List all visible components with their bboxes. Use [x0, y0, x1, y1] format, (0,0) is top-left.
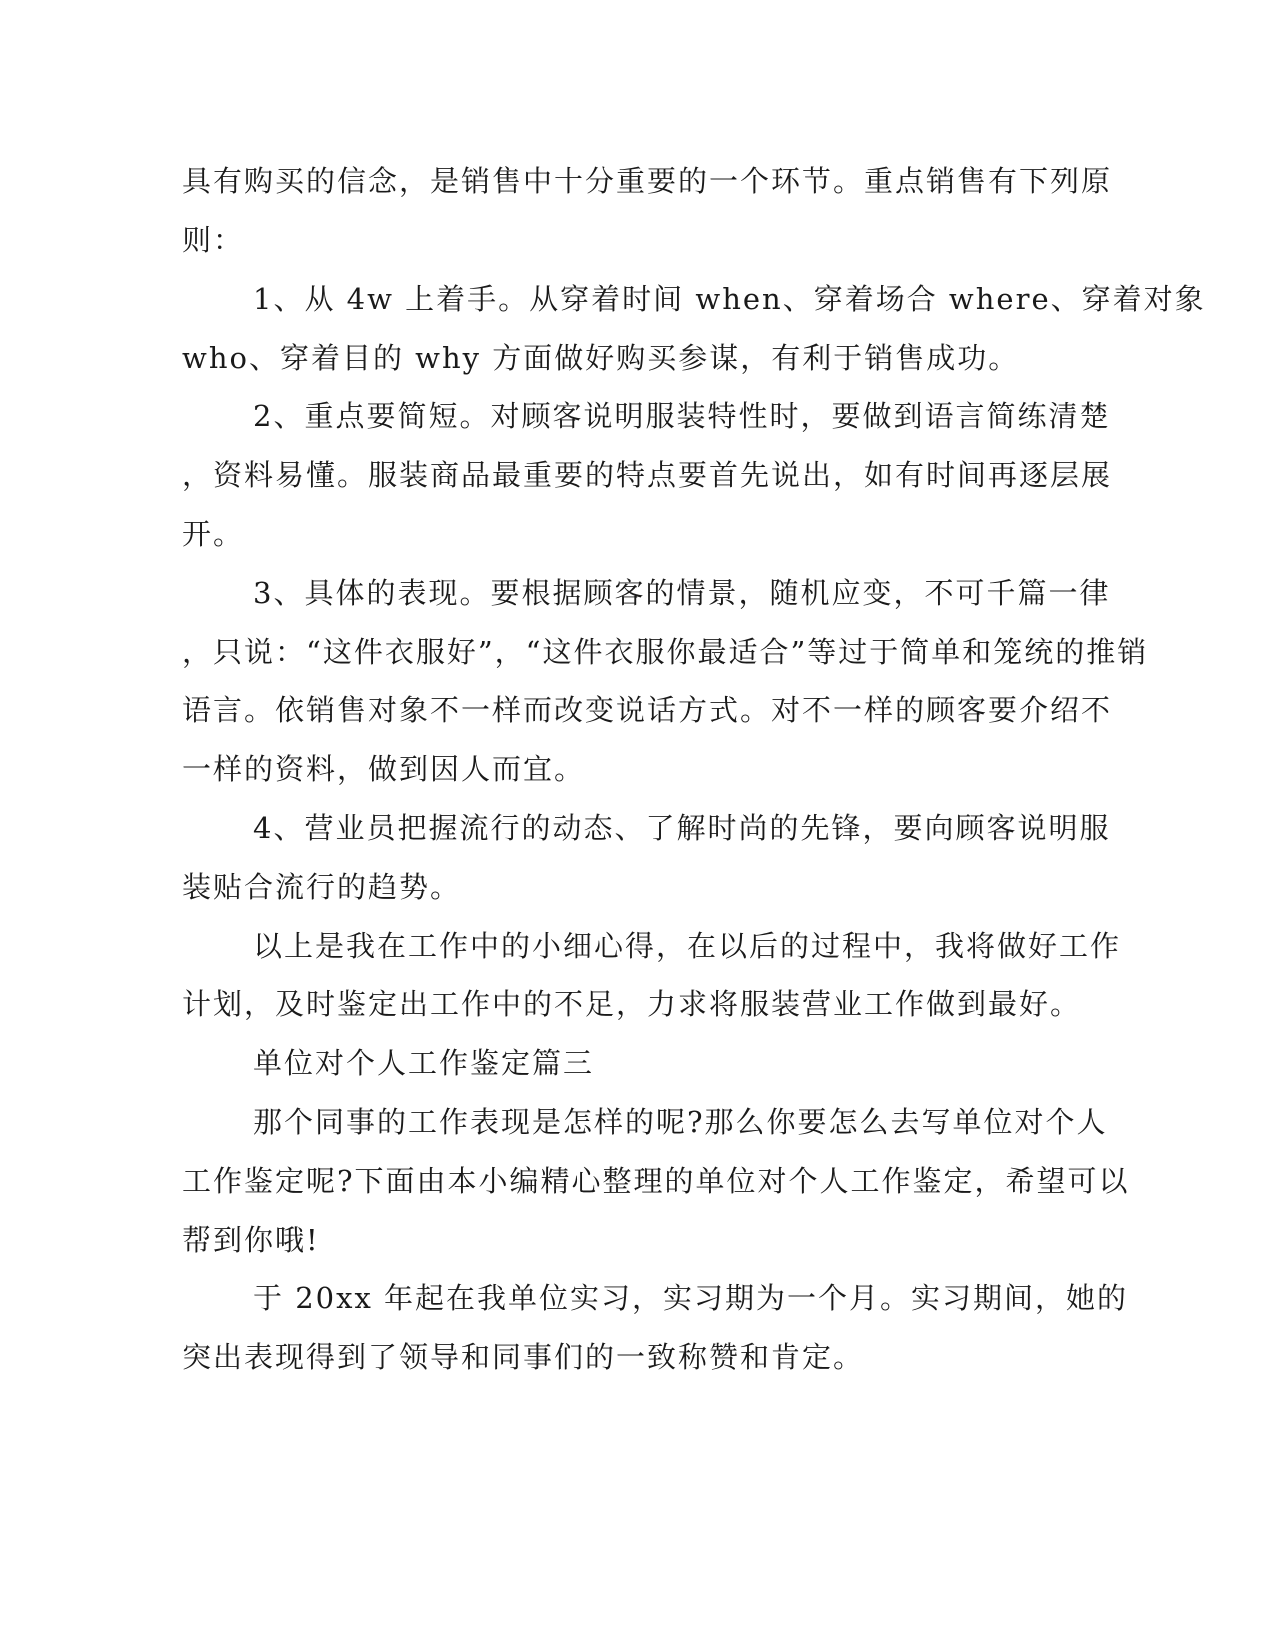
text-line: 突出表现得到了领导和同事们的一致称赞和肯定。 [182, 1340, 865, 1374]
text-line: 3、具体的表现。要根据顾客的情景，随机应变，不可千篇一律 [253, 576, 1111, 610]
text-line: 则： [182, 223, 245, 257]
text-line: 工作鉴定呢?下面由本小编精心整理的单位对个人工作鉴定，希望可以 [182, 1164, 1130, 1198]
text-line: 语言。依销售对象不一样而改变说话方式。对不一样的顾客要介绍不 [182, 693, 1113, 727]
text-line: 那个同事的工作表现是怎样的呢?那么你要怎么去写单位对个人 [253, 1105, 1108, 1139]
text-line: 具有购买的信念，是销售中十分重要的一个环节。重点销售有下列原 [182, 164, 1113, 198]
text-line: 计划，及时鉴定出工作中的不足，力求将服装营业工作做到最好。 [182, 987, 1082, 1021]
text-line: 于 20xx 年起在我单位实习，实习期为一个月。实习期间，她的 [253, 1281, 1129, 1315]
text-line: 装贴合流行的趋势。 [182, 870, 462, 904]
text-line: ，只说：“这件衣服好”，“这件衣服你最适合”等过于简单和笼统的推销 [182, 635, 1149, 669]
text-line: 开。 [182, 517, 245, 551]
text-line: who、穿着目的 why 方面做好购买参谋，有利于销售成功。 [182, 341, 1020, 375]
text-line: 以上是我在工作中的小细心得，在以后的过程中，我将做好工作 [253, 929, 1122, 963]
text-line: 1、从 4w 上着手。从穿着时间 when、穿着场合 where、穿着对象 [253, 282, 1206, 316]
text-line: 一样的资料，做到因人而宜。 [182, 752, 586, 786]
section-heading: 单位对个人工作鉴定篇三 [253, 1046, 595, 1080]
text-line: ，资料易懂。服装商品最重要的特点要首先说出，如有时间再逐层展 [182, 458, 1113, 492]
text-line: 2、重点要简短。对顾客说明服装特性时，要做到语言简练清楚 [253, 399, 1111, 433]
text-line: 4、营业员把握流行的动态、了解时尚的先锋，要向顾客说明服 [253, 811, 1111, 845]
text-line: 帮到你哦! [182, 1223, 320, 1257]
